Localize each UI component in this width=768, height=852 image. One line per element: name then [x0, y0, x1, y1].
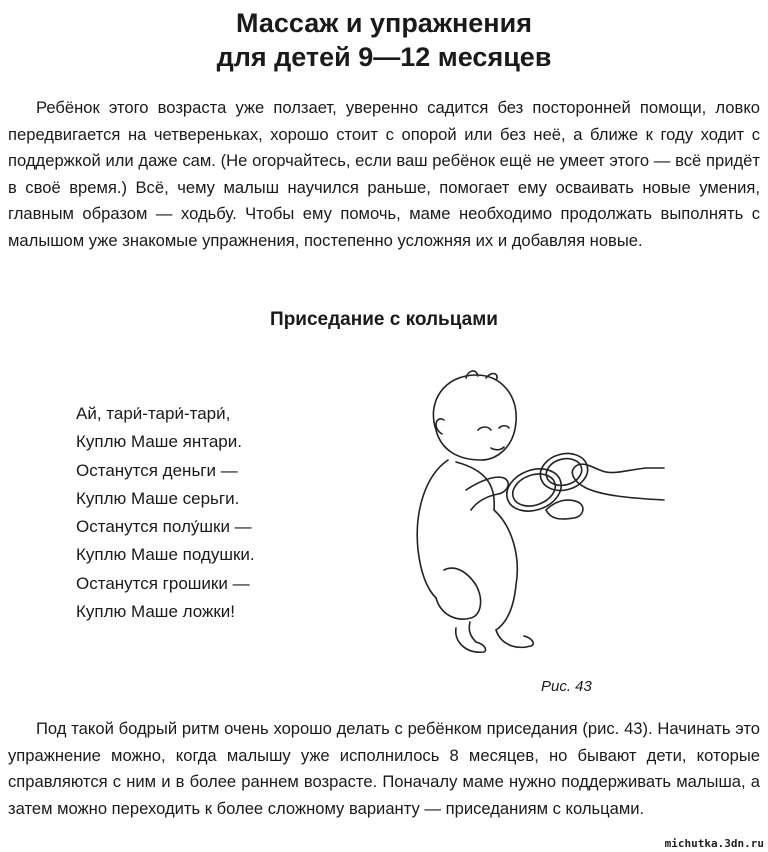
- poem-line: Останутся деньги —: [76, 460, 238, 480]
- page-title: [0, 6, 768, 74]
- title-line-2: для детей 9—12 месяцев: [216, 42, 552, 72]
- baby-torso: [417, 460, 448, 598]
- poem-line: Куплю Маше подушки.: [76, 545, 255, 565]
- poem-line: Останутся грошики —: [76, 573, 250, 593]
- poem-line: Останутся полу́шки —: [76, 517, 252, 537]
- poem-line: Куплю Маше янтари.: [76, 432, 242, 452]
- intro-paragraph: Ребёнок этого возраста уже ползает, уверенно садится без посторонней помощи, ловко передвигается на четвереньках, хорошо стоит с опорой или без неё, а ближе к году ходит с поддержкой или даже сам. (Не огорчайтесь, если ваш ребёнок ещё не умеет этого — всё придёт в своё время.) Всё, чему малыш научился раньше, помогает ему осваивать новые умения, главным образом — ходьбу. Чтобы ему помочь, маме необходимо продолжать выполнять с малышом уже знакомые упражнения, постепенно усложняя их и добавляя новые.: [8, 98, 760, 250]
- baby-squat-illustration: [396, 360, 666, 670]
- baby-foot: [496, 630, 533, 647]
- poem: [76, 400, 255, 626]
- watermark: michutka.3dn.ru: [664, 837, 764, 850]
- baby-mouth: [491, 447, 504, 450]
- baby-foot: [456, 622, 486, 652]
- adult-hand: [572, 464, 664, 500]
- section-title: Приседание с кольцами: [270, 309, 498, 330]
- baby-back: [456, 462, 494, 510]
- poem-line: Ай, тари́-тари́-тари́,: [76, 404, 231, 423]
- baby-leg: [436, 568, 481, 619]
- baby-eye: [499, 426, 509, 428]
- poem-line: Куплю Маше серьги.: [76, 488, 240, 508]
- figure-caption: Рис. 43: [541, 678, 592, 695]
- title-line-1: Массаж и упражнения: [236, 8, 532, 38]
- baby-arm: [466, 477, 508, 510]
- poem-line: Куплю Маше ложки!: [76, 602, 236, 622]
- baby-eye: [478, 427, 491, 430]
- baby-leg: [494, 510, 517, 630]
- outro-paragraph: Под такой бодрый ритм очень хорошо делать с ребёнком приседания (рис. 43). Начинать это упражнение можно, когда малышу уже исполнилось 8 месяцев, но бывают дети, которые справляются с ним и в более раннем возрасте. Поначалу маме нужно поддерживать малыша, а затем можно переходить к более сложному варианту — приседаниям с кольцами.: [8, 719, 760, 818]
- ring: [536, 448, 592, 495]
